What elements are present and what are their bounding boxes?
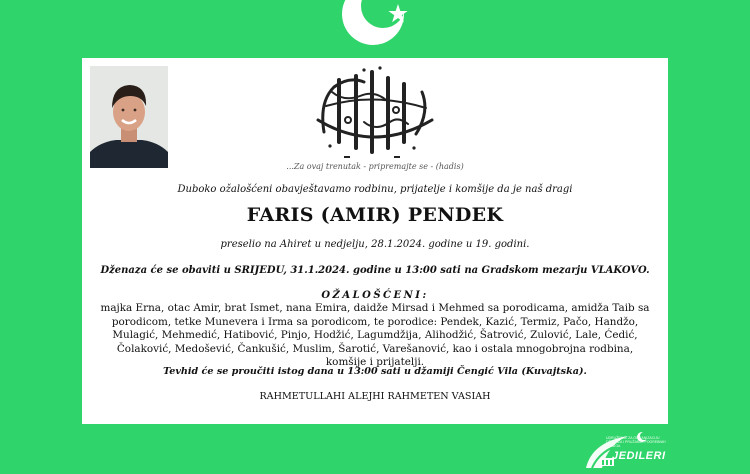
calligraphy-emblem (304, 62, 446, 164)
death-notice: preselio na Ahiret u nedjelju, 28.1.2024. godine u 19. godini. (220, 239, 530, 250)
tevhid-info: Tevhid će se proučiti istog dana u 13:00 sati u džamiji Čengić Vila (Kuvajtska). (163, 366, 587, 377)
logo-name: JEDILERI (612, 450, 666, 462)
intro-text: Duboko ožalošćeni obavještavamo rodbinu, prijatelje i komšije da je naš dragi (177, 184, 573, 195)
crescent-star-icon (335, 0, 425, 50)
portrait-photo (90, 66, 168, 168)
deceased-name: FARIS (AMIR) PENDEK (246, 204, 504, 226)
hadith-quote: ...Za ovaj trenutak - pripremajte se - (hadis) (286, 162, 464, 171)
logo-subtext: UDRUŽENJE ZA ORGANIZACIJU DŽENAZA I PRUŽANJE POGREBNIH USLUGA (606, 436, 666, 448)
mourners-title: OŽALOŠĆENI: (321, 290, 429, 301)
funeral-info: Dženaza će se obaviti u SRIJEDU, 31.1.2024. godine u 13:00 sati na Gradskom mezarju VLAKOVO. (100, 265, 650, 276)
closing-prayer: RAHMETULLAHI ALEJHI RAHMETEN VASIAH (259, 391, 491, 402)
logo-emblem (582, 428, 672, 470)
mourners-list: majka Erna, otac Amir, brat Ismet, nana Emira, daidže Mirsad i Mehmed sa porodicama, amidža Taib sa porodicom, tetke Munevera i Irma sa porodicom, te porodice: Pendek, Kazić, Termiz, Pačo, Handžo, Mulagić, Mehmedić, Hatibović, Pinjo, Hodžić, Lagumdžija, Alihodžić, Šatrović, Zulović, Lale, Ćedić, Čolaković, Medošević, Čankušić, Muslim, Šarotić, Varešanović, kao i ostala mnogobrojna rodbina, komšije i prijatelji. (100, 302, 650, 368)
obituary-card (82, 58, 668, 424)
